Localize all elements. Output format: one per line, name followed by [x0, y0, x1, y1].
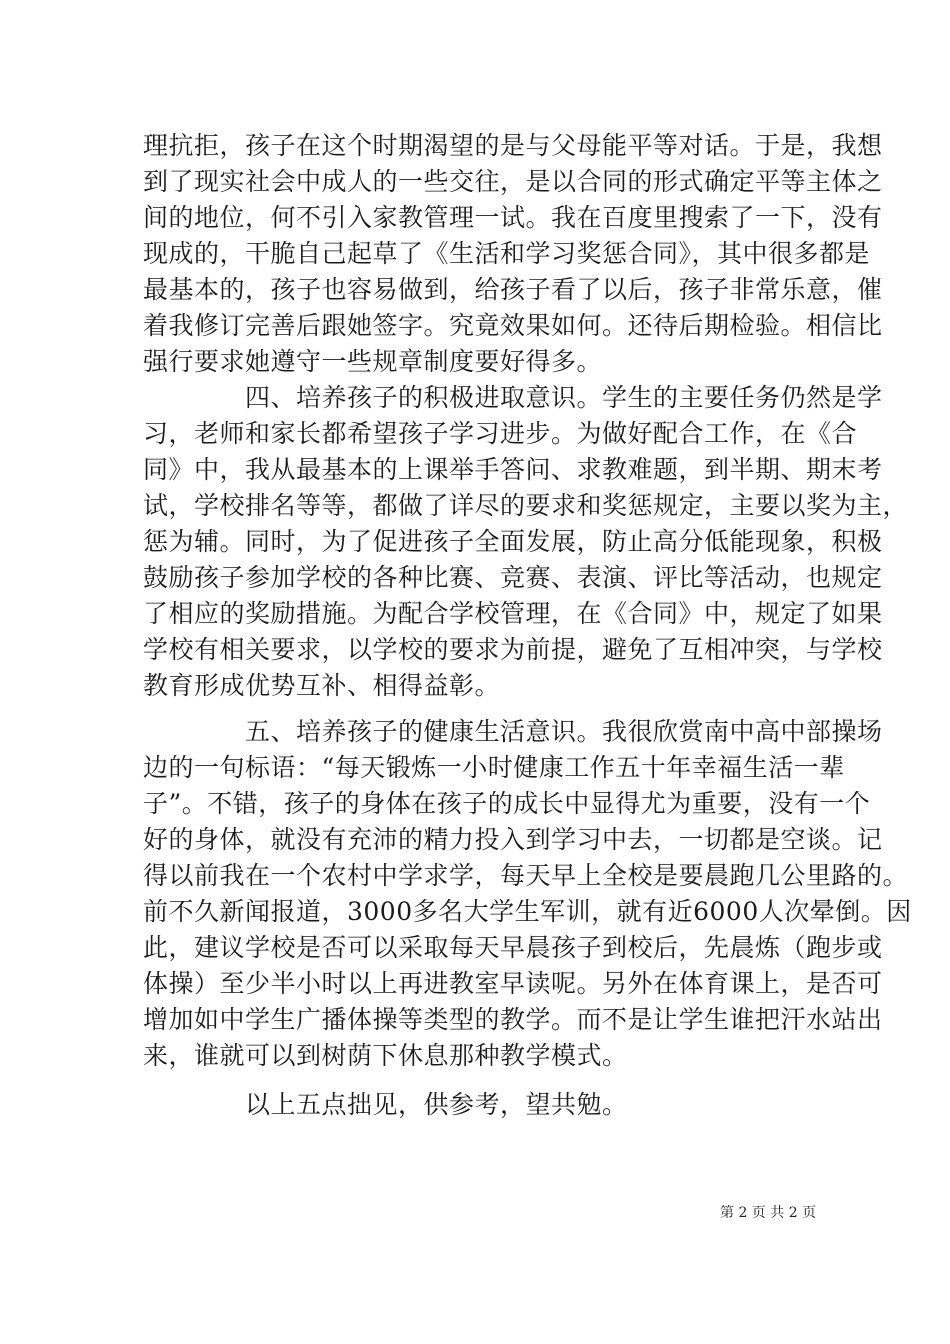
- text-line: 教育形成优势互补、相得益彰。: [143, 671, 501, 700]
- closing-line: 以上五点拙见，供参考，望共勉。: [245, 1090, 628, 1119]
- text-line: 边的一句标语：“每天锻炼一小时健康工作五十年幸福生活一辈: [143, 753, 845, 782]
- text-line: 现成的，干脆自己起草了《生活和学习奖惩合同》，其中很多都是: [143, 239, 871, 268]
- text-line: 学校有相关要求，以学校的要求为前提，避免了互相冲突，与学校: [143, 635, 883, 664]
- text-line: 此，建议学校是否可以采取每天早晨孩子到校后，先晨炼（跑步或: [143, 933, 883, 962]
- page-number-footer: 第 2 页 共 2 页: [720, 1205, 817, 1221]
- text-line: 同》中，我从最基本的上课举手答问、求教难题，到半期、期末考: [143, 455, 883, 484]
- text-line: 子”。不错，孩子的身体在孩子的成长中显得尤为重要，没有一个: [143, 789, 871, 818]
- text-line: 理抗拒，孩子在这个时期渴望的是与父母能平等对话。于是，我想: [143, 131, 883, 160]
- paragraph-heading-4: 四、培养孩子的积极进取意识。学生的主要任务仍然是学: [245, 383, 883, 412]
- text-line: 惩为辅。同时，为了促进孩子全面发展，防止高分低能现象，积极: [143, 527, 883, 556]
- text-line: 试，学校排名等等，都做了详尽的要求和奖惩规定，主要以奖为主，: [143, 491, 909, 520]
- text-line: 前不久新闻报道，3000多名大学生军训，就有近6000人次晕倒。因: [143, 897, 912, 926]
- text-line: 最基本的，孩子也容易做到，给孩子看了以后，孩子非常乐意，催: [143, 275, 883, 304]
- text-line: 了相应的奖励措施。为配合学校管理，在《合同》中，规定了如果: [143, 599, 883, 628]
- paragraph-heading-5: 五、培养孩子的健康生活意识。我很欣赏南中高中部操场: [245, 717, 883, 746]
- text-line: 增加如中学生广播体操等类型的教学。而不是让学生谁把汗水站出: [143, 1005, 883, 1034]
- text-line: 体操）至少半小时以上再进教室早读呢。另外在体育课上，是否可: [143, 969, 883, 998]
- text-line: 好的身体，就没有充沛的精力投入到学习中去，一切都是空谈。记: [143, 825, 883, 854]
- text-line: 鼓励孩子参加学校的各种比赛、竞赛、表演、评比等活动，也规定: [143, 563, 883, 592]
- text-line: 来，谁就可以到树荫下休息那种教学模式。: [143, 1041, 628, 1070]
- text-line: 强行要求她遵守一些规章制度要好得多。: [143, 347, 603, 376]
- text-line: 习，老师和家长都希望孩子学习进步。为做好配合工作，在《合: [143, 419, 858, 448]
- text-line: 到了现实社会中成人的一些交往，是以合同的形式确定平等主体之: [143, 167, 883, 196]
- text-line: 间的地位，何不引入家教管理一试。我在百度里搜索了一下，没有: [143, 203, 883, 232]
- text-line: 得以前我在一个农村中学求学，每天早上全校是要晨跑几公里路的。: [143, 861, 909, 890]
- text-line: 着我修订完善后跟她签字。究竟效果如何。还待后期检验。相信比: [143, 311, 883, 340]
